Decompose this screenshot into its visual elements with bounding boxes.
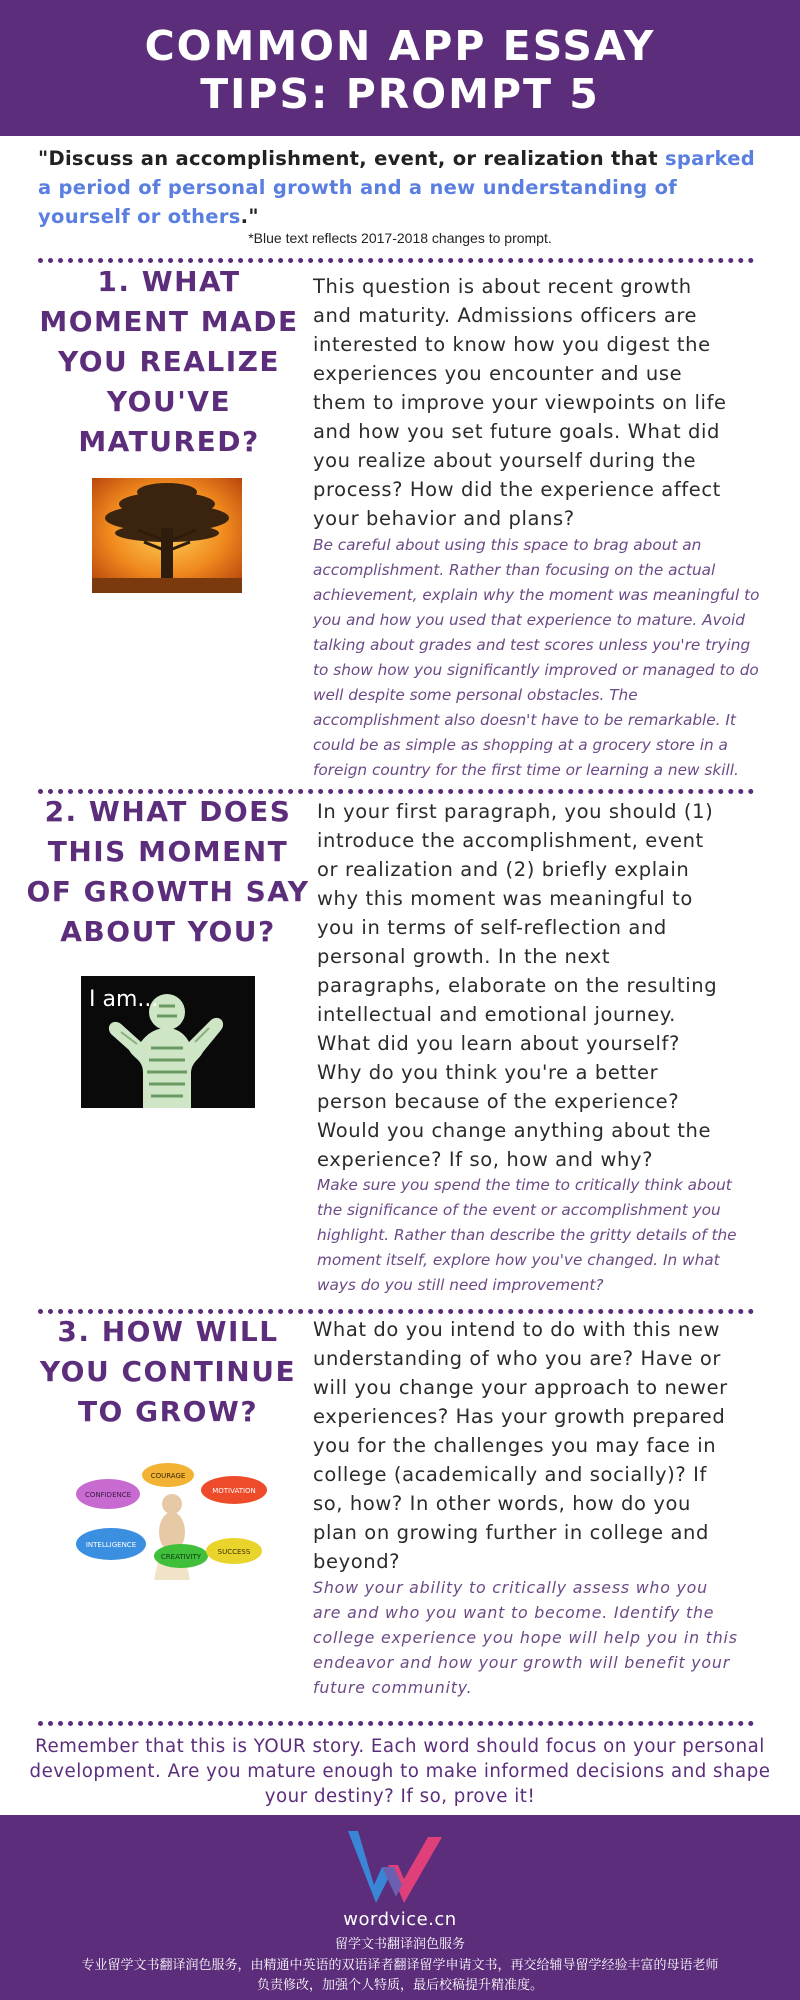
svg-text:MOTIVATION: MOTIVATION [212,1487,256,1495]
section-1-tip: Be careful about using this space to brag about an accomplishment. Rather than focusing on the actual achievement, explain why the moment was meaningful to you and how you used that experience to mature. Avoid talking about grades and test scores unless you're trying to show how you significantly improved or managed to do well despite some personal obstacles. The accomplishment also doesn't have to be remarkable. It could be as simple as shopping at a grocery store in a foreign country for the first time or learning a new skill. [313,536,760,779]
brand-name: wordvice.cn [343,1909,457,1930]
footer-banner [0,1815,800,2000]
header-banner [0,0,800,136]
section-1-body: This question is about recent growth and maturity. Admissions officers are interested to know how you digest the experiences you encounter and use them to improve your viewpoints on life and how you set future goals. What did you realize about yourself during the process? How did the experience affect your behavior and plans? [313,275,727,530]
section-1-title: 1. WHAT MOMENT MADE YOU REALIZE YOU'VE MATURED? [39,265,299,458]
section-3-tip: Show your ability to critically assess who you are and who you want to become. Identify the college experience you hope will help you in this endeavor and how your growth will benefit your future community. [313,1578,738,1697]
section-2-title: 2. WHAT DOES THIS MOMENT OF GROWTH SAY ABOUT YOU? [26,795,310,948]
title-line-1: COMMON APP ESSAY [144,22,656,70]
i-am-silhouette-image [81,976,255,1108]
section-3-body: What do you intend to do with this new understanding of who you are? Have or will you change your approach to newer experiences? Has your growth prepared you for the challenges you may face in college (academically and socially)? If so, how? In other words, how do you plan on growing further in college and beyond? [313,1318,728,1573]
svg-text:INTELLIGENCE: INTELLIGENCE [85,1541,137,1549]
i-am-text: I am... [89,987,159,1012]
svg-text:CREATIVITY: CREATIVITY [160,1553,202,1561]
prompt-part-3: ." [240,205,259,228]
prompt-note: *Blue text reflects 2017-2018 changes to prompt. [248,230,552,246]
svg-text:COURAGE: COURAGE [150,1472,186,1480]
section-2-body: In your first paragraph, you should (1) introduce the accomplishment, event or realization and (2) briefly explain why this moment was meaningful to you in terms of self-reflection and personal growth. In the next paragraphs, elaborate on the resulting intellectual and emotional journey. What did you learn about yourself? Why do you think you're a better person because of the experience? Would you change anything about the experience? If so, how and why? [317,800,718,1171]
title-line-2: TIPS: PROMPT 5 [200,70,600,118]
tree-sunset-image [92,478,242,593]
growth-qualities-image [74,1460,270,1580]
prompt-changed-text: sparked a period of personal growth and a new understanding of yourself or others [38,147,756,228]
closing-reminder: Remember that this is YOUR story. Each word should focus on your personal development. Are you mature enough to make informed decisions and shape your destiny? If so, prove it! [29,1736,771,1807]
section-3-title: 3. HOW WILL YOU CONTINUE TO GROW? [39,1315,297,1428]
section-2-tip: Make sure you spend the time to critically think about the significance of the event or accomplishment you highlight. Rather than describe the gritty details of the moment itself, explore how you've changed. In what ways do you still need improvement? [317,1176,737,1294]
prompt-part-1: "Discuss an accomplishment, event, or realization that [38,147,665,170]
wordvice-logo-icon [342,1827,458,1907]
brand-description: 专业留学文书翻译润色服务，由精通中英语的双语译者翻译留学申请文书，再交给辅导留学经验丰富的母语老师 负责修改，加强个人特质，最后校稿提升精准度。 [81,1958,719,1993]
svg-text:CONFIDENCE: CONFIDENCE [84,1491,132,1499]
brand-subtitle: 留学文书翻译润色服务 [334,1937,465,1952]
prompt-quote [38,144,768,231]
svg-text:SUCCESS: SUCCESS [217,1548,251,1556]
dotted-divider [38,1721,754,1726]
